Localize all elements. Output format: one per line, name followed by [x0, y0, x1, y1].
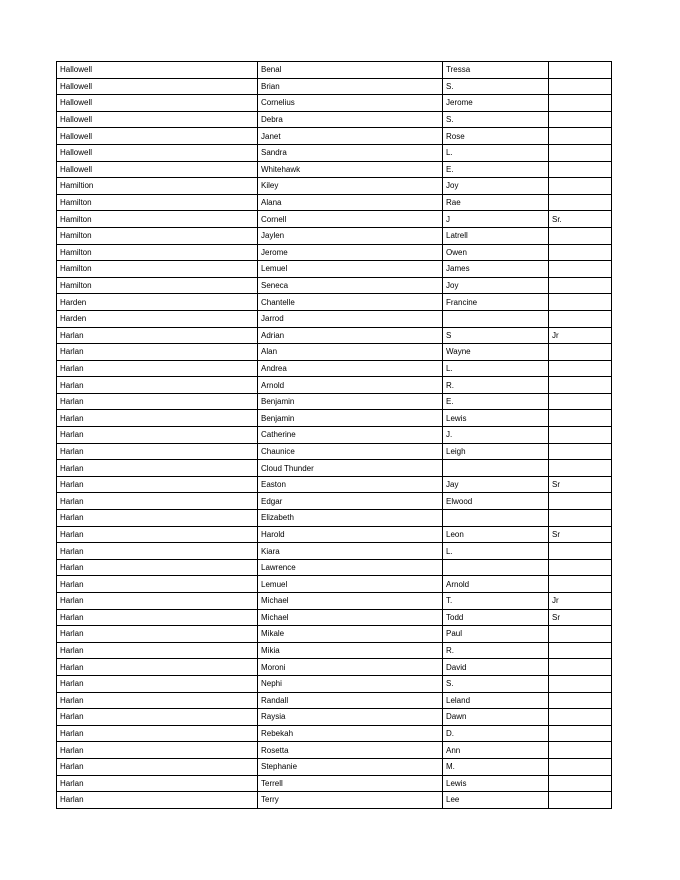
- table-row: [57, 725, 612, 742]
- last-name-cell: Harlan: [57, 559, 258, 576]
- first-name-cell: Moroni: [258, 659, 443, 676]
- middle-name-cell: R.: [443, 642, 549, 659]
- suffix-cell: [549, 178, 612, 195]
- first-name-cell: Cloud Thunder: [258, 460, 443, 477]
- middle-name-cell: [443, 559, 549, 576]
- last-name-cell: Harden: [57, 310, 258, 327]
- last-name-cell: Harlan: [57, 543, 258, 560]
- first-name-cell: Arnold: [258, 377, 443, 394]
- last-name-cell: Harlan: [57, 393, 258, 410]
- first-name-cell: Benjamin: [258, 393, 443, 410]
- table-row: [57, 792, 612, 809]
- table-row: [57, 526, 612, 543]
- suffix-cell: [549, 642, 612, 659]
- middle-name-cell: Francine: [443, 294, 549, 311]
- first-name-cell: Kiara: [258, 543, 443, 560]
- table-row: [57, 642, 612, 659]
- suffix-cell: [549, 510, 612, 527]
- last-name-cell: Harlan: [57, 344, 258, 361]
- table-row: [57, 775, 612, 792]
- table-row: [57, 659, 612, 676]
- last-name-cell: Hallowell: [57, 95, 258, 112]
- middle-name-cell: Lewis: [443, 410, 549, 427]
- table-row: [57, 144, 612, 161]
- table-row: [57, 758, 612, 775]
- first-name-cell: Randall: [258, 692, 443, 709]
- suffix-cell: [549, 294, 612, 311]
- middle-name-cell: Ann: [443, 742, 549, 759]
- table-row: [57, 310, 612, 327]
- table-row: [57, 675, 612, 692]
- last-name-cell: Harlan: [57, 576, 258, 593]
- name-table-body: [57, 62, 612, 809]
- middle-name-cell: S.: [443, 111, 549, 128]
- first-name-cell: Stephanie: [258, 758, 443, 775]
- first-name-cell: Mikale: [258, 626, 443, 643]
- first-name-cell: Harold: [258, 526, 443, 543]
- suffix-cell: [549, 194, 612, 211]
- middle-name-cell: Tressa: [443, 62, 549, 79]
- table-row: [57, 78, 612, 95]
- middle-name-cell: Rose: [443, 128, 549, 145]
- first-name-cell: Edgar: [258, 493, 443, 510]
- suffix-cell: Sr: [549, 609, 612, 626]
- last-name-cell: Hamiltion: [57, 178, 258, 195]
- suffix-cell: [549, 559, 612, 576]
- middle-name-cell: S.: [443, 78, 549, 95]
- table-row: [57, 742, 612, 759]
- suffix-cell: Sr: [549, 476, 612, 493]
- last-name-cell: Harlan: [57, 758, 258, 775]
- middle-name-cell: [443, 510, 549, 527]
- first-name-cell: Benjamin: [258, 410, 443, 427]
- middle-name-cell: Owen: [443, 244, 549, 261]
- table-row: [57, 178, 612, 195]
- last-name-cell: Hamilton: [57, 227, 258, 244]
- first-name-cell: Lemuel: [258, 261, 443, 278]
- table-row: [57, 62, 612, 79]
- suffix-cell: [549, 775, 612, 792]
- middle-name-cell: E.: [443, 161, 549, 178]
- suffix-cell: [549, 427, 612, 444]
- middle-name-cell: Jerome: [443, 95, 549, 112]
- first-name-cell: Jerome: [258, 244, 443, 261]
- last-name-cell: Harlan: [57, 476, 258, 493]
- first-name-cell: Chaunice: [258, 443, 443, 460]
- last-name-cell: Harden: [57, 294, 258, 311]
- table-row: [57, 410, 612, 427]
- middle-name-cell: D.: [443, 725, 549, 742]
- suffix-cell: [549, 725, 612, 742]
- last-name-cell: Harlan: [57, 443, 258, 460]
- table-row: [57, 227, 612, 244]
- last-name-cell: Harlan: [57, 725, 258, 742]
- table-row: [57, 476, 612, 493]
- first-name-cell: Rosetta: [258, 742, 443, 759]
- suffix-cell: [549, 675, 612, 692]
- suffix-cell: [549, 692, 612, 709]
- middle-name-cell: Jay: [443, 476, 549, 493]
- suffix-cell: [549, 626, 612, 643]
- last-name-cell: Hamilton: [57, 277, 258, 294]
- last-name-cell: Hamilton: [57, 211, 258, 228]
- last-name-cell: Harlan: [57, 493, 258, 510]
- last-name-cell: Harlan: [57, 609, 258, 626]
- first-name-cell: Terrell: [258, 775, 443, 792]
- suffix-cell: Sr.: [549, 211, 612, 228]
- suffix-cell: [549, 78, 612, 95]
- suffix-cell: [549, 128, 612, 145]
- first-name-cell: Lemuel: [258, 576, 443, 593]
- table-row: [57, 327, 612, 344]
- middle-name-cell: M.: [443, 758, 549, 775]
- middle-name-cell: Leigh: [443, 443, 549, 460]
- last-name-cell: Harlan: [57, 675, 258, 692]
- table-row: [57, 460, 612, 477]
- middle-name-cell: Arnold: [443, 576, 549, 593]
- first-name-cell: Catherine: [258, 427, 443, 444]
- middle-name-cell: S.: [443, 675, 549, 692]
- middle-name-cell: James: [443, 261, 549, 278]
- suffix-cell: [549, 709, 612, 726]
- middle-name-cell: [443, 460, 549, 477]
- last-name-cell: Harlan: [57, 692, 258, 709]
- middle-name-cell: Rae: [443, 194, 549, 211]
- table-row: [57, 261, 612, 278]
- suffix-cell: [549, 244, 612, 261]
- last-name-cell: Harlan: [57, 626, 258, 643]
- suffix-cell: [549, 144, 612, 161]
- suffix-cell: [549, 310, 612, 327]
- last-name-cell: Harlan: [57, 377, 258, 394]
- table-row: [57, 194, 612, 211]
- table-row: [57, 543, 612, 560]
- suffix-cell: [549, 344, 612, 361]
- suffix-cell: [549, 62, 612, 79]
- last-name-cell: Harlan: [57, 410, 258, 427]
- first-name-cell: Debra: [258, 111, 443, 128]
- table-row: [57, 493, 612, 510]
- middle-name-cell: T.: [443, 593, 549, 610]
- first-name-cell: Elizabeth: [258, 510, 443, 527]
- suffix-cell: [549, 227, 612, 244]
- last-name-cell: Harlan: [57, 792, 258, 809]
- suffix-cell: Jr: [549, 327, 612, 344]
- last-name-cell: Harlan: [57, 510, 258, 527]
- table-row: [57, 294, 612, 311]
- middle-name-cell: Paul: [443, 626, 549, 643]
- table-row: [57, 576, 612, 593]
- table-row: [57, 393, 612, 410]
- suffix-cell: [549, 410, 612, 427]
- first-name-cell: Whitehawk: [258, 161, 443, 178]
- middle-name-cell: Lee: [443, 792, 549, 809]
- middle-name-cell: Leland: [443, 692, 549, 709]
- last-name-cell: Harlan: [57, 775, 258, 792]
- first-name-cell: Seneca: [258, 277, 443, 294]
- last-name-cell: Hallowell: [57, 111, 258, 128]
- table-row: [57, 111, 612, 128]
- suffix-cell: [549, 261, 612, 278]
- middle-name-cell: Dawn: [443, 709, 549, 726]
- suffix-cell: [549, 360, 612, 377]
- suffix-cell: [549, 659, 612, 676]
- first-name-cell: Brian: [258, 78, 443, 95]
- table-row: [57, 427, 612, 444]
- first-name-cell: Nephi: [258, 675, 443, 692]
- suffix-cell: [549, 277, 612, 294]
- suffix-cell: Sr: [549, 526, 612, 543]
- middle-name-cell: Joy: [443, 277, 549, 294]
- suffix-cell: [549, 161, 612, 178]
- suffix-cell: [549, 576, 612, 593]
- last-name-cell: Hallowell: [57, 144, 258, 161]
- name-table: [56, 61, 612, 809]
- last-name-cell: Hallowell: [57, 78, 258, 95]
- first-name-cell: Rebekah: [258, 725, 443, 742]
- first-name-cell: Kiley: [258, 178, 443, 195]
- middle-name-cell: Elwood: [443, 493, 549, 510]
- last-name-cell: Harlan: [57, 360, 258, 377]
- table-row: [57, 244, 612, 261]
- suffix-cell: [549, 95, 612, 112]
- suffix-cell: [549, 393, 612, 410]
- middle-name-cell: David: [443, 659, 549, 676]
- middle-name-cell: Wayne: [443, 344, 549, 361]
- middle-name-cell: Leon: [443, 526, 549, 543]
- suffix-cell: Jr: [549, 593, 612, 610]
- first-name-cell: Michael: [258, 609, 443, 626]
- middle-name-cell: [443, 310, 549, 327]
- first-name-cell: Jaylen: [258, 227, 443, 244]
- middle-name-cell: L.: [443, 144, 549, 161]
- table-row: [57, 360, 612, 377]
- last-name-cell: Harlan: [57, 642, 258, 659]
- suffix-cell: [549, 493, 612, 510]
- middle-name-cell: R.: [443, 377, 549, 394]
- first-name-cell: Michael: [258, 593, 443, 610]
- first-name-cell: Chantelle: [258, 294, 443, 311]
- first-name-cell: Cornelius: [258, 95, 443, 112]
- table-row: [57, 211, 612, 228]
- suffix-cell: [549, 543, 612, 560]
- table-row: [57, 344, 612, 361]
- suffix-cell: [549, 443, 612, 460]
- last-name-cell: Hallowell: [57, 128, 258, 145]
- table-row: [57, 510, 612, 527]
- table-row: [57, 128, 612, 145]
- last-name-cell: Hamilton: [57, 261, 258, 278]
- middle-name-cell: E.: [443, 393, 549, 410]
- middle-name-cell: L.: [443, 360, 549, 377]
- last-name-cell: Harlan: [57, 659, 258, 676]
- suffix-cell: [549, 742, 612, 759]
- last-name-cell: Hamilton: [57, 244, 258, 261]
- table-row: [57, 626, 612, 643]
- last-name-cell: Hallowell: [57, 161, 258, 178]
- middle-name-cell: S: [443, 327, 549, 344]
- last-name-cell: Hamilton: [57, 194, 258, 211]
- suffix-cell: [549, 111, 612, 128]
- first-name-cell: Adrian: [258, 327, 443, 344]
- last-name-cell: Harlan: [57, 427, 258, 444]
- first-name-cell: Janet: [258, 128, 443, 145]
- table-row: [57, 377, 612, 394]
- last-name-cell: Harlan: [57, 460, 258, 477]
- table-row: [57, 559, 612, 576]
- first-name-cell: Alana: [258, 194, 443, 211]
- first-name-cell: Easton: [258, 476, 443, 493]
- last-name-cell: Hallowell: [57, 62, 258, 79]
- first-name-cell: Sandra: [258, 144, 443, 161]
- suffix-cell: [549, 377, 612, 394]
- table-row: [57, 692, 612, 709]
- first-name-cell: Lawrence: [258, 559, 443, 576]
- first-name-cell: Andrea: [258, 360, 443, 377]
- first-name-cell: Raysia: [258, 709, 443, 726]
- first-name-cell: Benal: [258, 62, 443, 79]
- middle-name-cell: Joy: [443, 178, 549, 195]
- suffix-cell: [549, 792, 612, 809]
- first-name-cell: Mikia: [258, 642, 443, 659]
- last-name-cell: Harlan: [57, 742, 258, 759]
- first-name-cell: Alan: [258, 344, 443, 361]
- table-row: [57, 95, 612, 112]
- middle-name-cell: Todd: [443, 609, 549, 626]
- suffix-cell: [549, 460, 612, 477]
- suffix-cell: [549, 758, 612, 775]
- last-name-cell: Harlan: [57, 526, 258, 543]
- middle-name-cell: J.: [443, 427, 549, 444]
- table-row: [57, 593, 612, 610]
- middle-name-cell: L.: [443, 543, 549, 560]
- first-name-cell: Jarrod: [258, 310, 443, 327]
- first-name-cell: Terry: [258, 792, 443, 809]
- middle-name-cell: Latrell: [443, 227, 549, 244]
- middle-name-cell: J: [443, 211, 549, 228]
- last-name-cell: Harlan: [57, 593, 258, 610]
- table-row: [57, 277, 612, 294]
- table-row: [57, 443, 612, 460]
- first-name-cell: Cornell: [258, 211, 443, 228]
- table-row: [57, 609, 612, 626]
- last-name-cell: Harlan: [57, 327, 258, 344]
- table-row: [57, 709, 612, 726]
- last-name-cell: Harlan: [57, 709, 258, 726]
- middle-name-cell: Lewis: [443, 775, 549, 792]
- table-row: [57, 161, 612, 178]
